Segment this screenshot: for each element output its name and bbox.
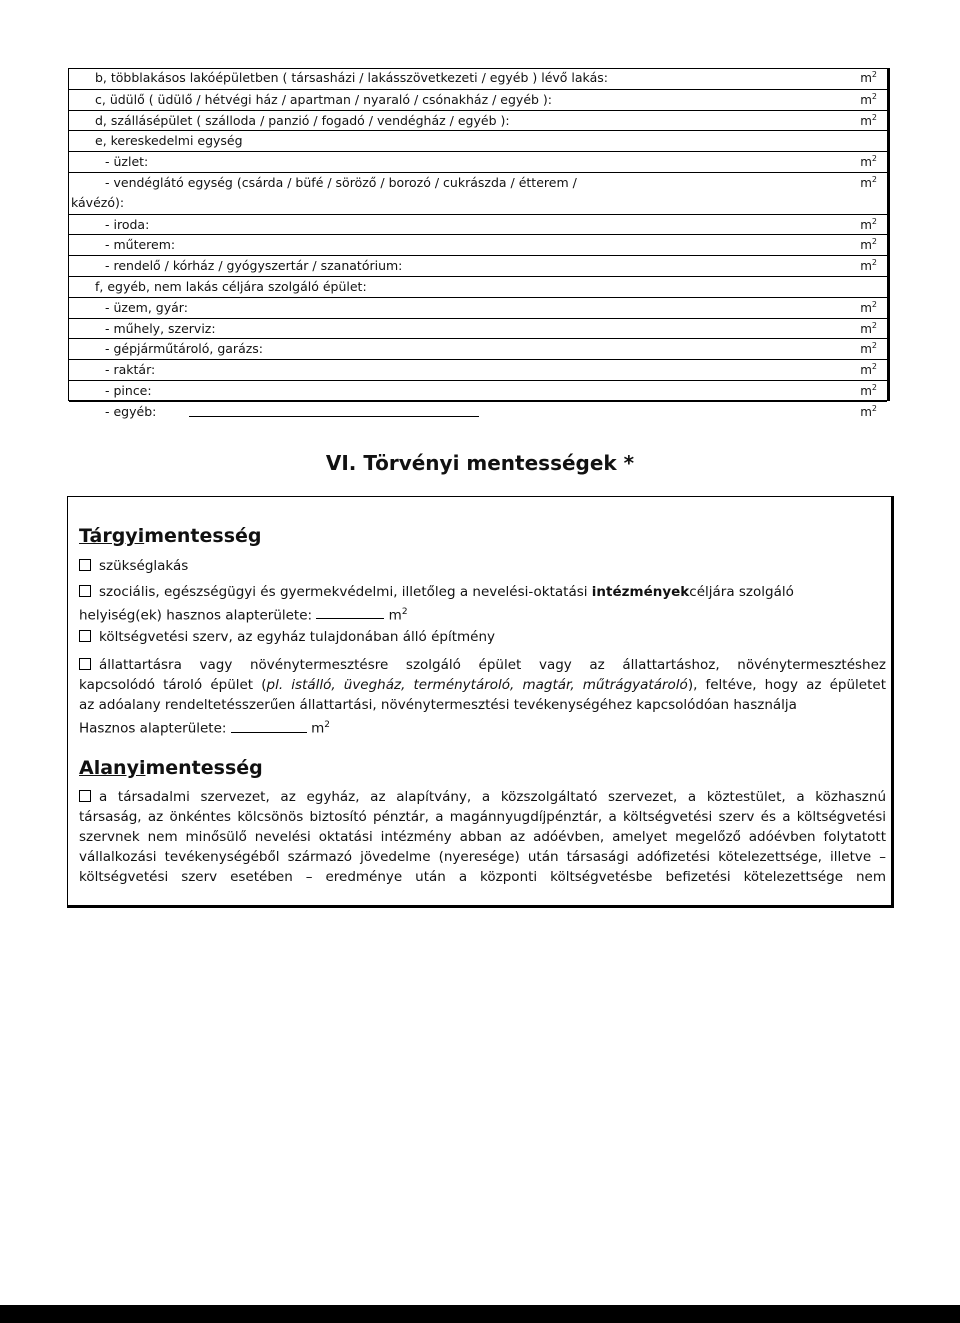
row-label: c, üdülő ( üdülő / hétvégi ház / apartman / nyaraló / csónakház / egyéb ): <box>95 91 553 107</box>
table-row <box>69 359 887 380</box>
row-label: f, egyéb, nem lakás céljára szolgáló épület: <box>95 279 367 294</box>
unit-m2: $m^2$ <box>860 237 877 253</box>
table-row <box>69 214 887 235</box>
table-row <box>69 68 887 88</box>
targyi-item-allattartas-line4: Hasznos alapterülete: $m^2$ <box>79 720 330 737</box>
table-row <box>69 234 887 255</box>
table-row <box>69 130 887 151</box>
area-input[interactable] <box>231 720 307 733</box>
table-row <box>69 151 887 172</box>
alanyi-line-4: vállalkozási tevékenységéből származó jövedelme (nyeresége) után társasági adófizetési kötelezettsége, illetve – <box>79 849 886 865</box>
table-row <box>69 401 887 422</box>
row-label: d, szállásépület ( szálloda / panzió / fogadó / vendégház / egyéb ): <box>95 112 510 128</box>
row-label: - iroda: <box>105 216 150 232</box>
unit-m2: $m^2$ <box>860 216 877 232</box>
alanyi-title: Alanyimentesség <box>79 757 263 779</box>
row-label: - gépjárműtároló, garázs: <box>105 341 264 357</box>
table-row <box>69 110 887 131</box>
checkbox[interactable] <box>79 585 91 597</box>
row-label: - raktár: <box>105 362 156 378</box>
table-row <box>69 380 887 401</box>
unit-m2: $m^2$ <box>860 403 877 419</box>
row-label: - üzem, gyár: <box>105 299 188 315</box>
unit-m2: $m^2$ <box>860 175 877 190</box>
row-label: e, kereskedelmi egység <box>95 133 243 149</box>
targyi-item-szukseglakas[interactable]: szükséglakás <box>79 557 886 577</box>
unit-m2: $m^2$ <box>860 91 877 107</box>
table-row <box>69 89 887 110</box>
alanyi-line-5: költségvetési szerv esetében – eredménye után a központi költségvetésbe befizetési kötelezettsége nem <box>79 869 886 885</box>
targyi-item-intezmeny[interactable]: szociális, egészségügyi és gyermekvédelmi, illetőleg a nevelési-oktatási intézményekcéljára szolgáló helyiség(ek) hasznos alapterülete: $m^2$ <box>79 584 794 623</box>
row-label: - egyéb: <box>105 403 157 419</box>
row-label: kávézó): <box>71 194 125 210</box>
section-title: VI. Törvényi mentességek * <box>325 451 635 475</box>
targyi-title: Tárgyimentesség <box>79 525 262 547</box>
unit-m2: $m^2$ <box>860 383 877 398</box>
unit-m2: $m^2$ <box>860 299 877 315</box>
row-label: - pince: <box>105 383 152 398</box>
checkbox[interactable] <box>79 630 91 642</box>
unit-m2: $m^2$ <box>860 362 877 378</box>
table-row <box>69 338 887 359</box>
row-label: b, többlakásos lakóépületben ( társasházi / lakásszövetkezeti / egyéb ) lévő lakás: <box>95 70 608 85</box>
area-table <box>68 68 890 419</box>
targyi-item-allattartas-line3: az adóalany rendeltetésszerűen állattartási, növénytermesztési tevékenységéhez kapcsolódóan használja <box>79 697 797 713</box>
checkbox[interactable] <box>79 658 91 670</box>
table-row <box>69 297 887 318</box>
targyi-item-koltsegvetesi[interactable]: költségvetési szerv, az egyház tulajdonában álló építmény <box>79 628 886 648</box>
unit-m2: $m^2$ <box>860 70 877 85</box>
egyeb-input-line[interactable] <box>189 404 479 417</box>
alanyi-line-3: szervnek nem minősülő nevelési oktatási intézmény abban az adóévben, amelyet megelőző adóévben folytatott <box>79 829 886 845</box>
table-row <box>69 318 887 339</box>
row-label: - műterem: <box>105 237 176 253</box>
row-label: - vendéglátó egység (csárda / büfé / söröző / borozó / cukrászda / étterem / <box>105 175 577 190</box>
alanyi-line-2: társaság, az önkéntes kölcsönös biztosító pénztár, a magánnyugdíjpénztár, a költségvetési szerv és a költségvetési <box>79 809 886 825</box>
table-row <box>69 255 887 276</box>
table-row <box>69 193 887 213</box>
unit-m2: $m^2$ <box>860 341 877 357</box>
unit-m2: $m^2$ <box>860 112 877 128</box>
checkbox[interactable] <box>79 559 91 571</box>
unit-m2: $m^2$ <box>860 154 877 170</box>
alanyi-line-1[interactable]: a társadalmi szervezet, az egyház, az alapítvány, a közszolgáltató szervezet, a köztestület, a közhasznú <box>79 788 886 808</box>
checkbox[interactable] <box>79 790 91 802</box>
row-label: - műhely, szerviz: <box>105 320 216 336</box>
targyi-item-allattartas-line2: kapcsolódó tároló épület (pl. istálló, üvegház, terménytároló, magtár, műtrágyatároló), feltéve, hogy az épületet <box>79 677 886 693</box>
row-label: - üzlet: <box>105 154 149 170</box>
table-row <box>69 276 887 297</box>
unit-m2: $m^2$ <box>860 320 877 336</box>
unit-m2: $m^2$ <box>860 258 877 274</box>
table-row <box>69 172 887 193</box>
targyi-item-allattartas[interactable]: állattartásra vagy növénytermesztésre szolgáló épület vagy az állattartáshoz, növénytermesztéshez <box>79 656 886 676</box>
scan-border <box>0 1305 960 1323</box>
area-input[interactable] <box>316 606 384 619</box>
row-label: - rendelő / kórház / gyógyszertár / szanatórium: <box>105 258 403 274</box>
